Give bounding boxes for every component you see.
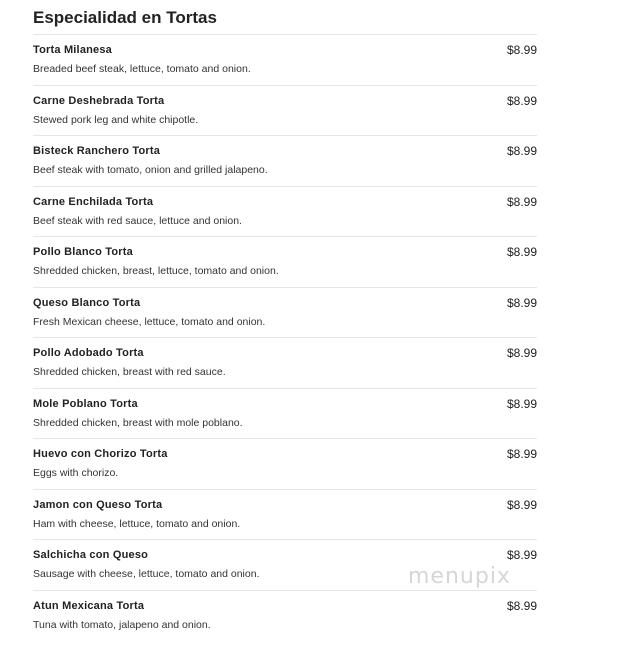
item-description: Shredded chicken, breast with red sauce. bbox=[33, 366, 226, 378]
item-description: Tuna with tomato, jalapeno and onion. bbox=[33, 618, 211, 631]
item-price: $8.99 bbox=[506, 548, 537, 562]
item-price: $8.99 bbox=[506, 346, 537, 360]
item-price: $8.99 bbox=[506, 93, 537, 108]
item-price: $8.99 bbox=[506, 245, 537, 259]
menu-item bbox=[33, 136, 537, 187]
menu-item bbox=[33, 35, 537, 86]
item-price: $8.99 bbox=[506, 194, 537, 209]
item-name: Carne Enchilada Torta bbox=[33, 195, 154, 208]
item-price: $8.99 bbox=[506, 144, 537, 158]
section-title: Especialidad en Tortas bbox=[33, 8, 217, 27]
item-price: $8.99 bbox=[506, 598, 537, 613]
menupix-watermark: menupix bbox=[408, 564, 511, 589]
item-description: Eggs with chorizo. bbox=[33, 467, 119, 479]
menu-item bbox=[33, 187, 537, 238]
item-name: Torta Milanesa bbox=[33, 44, 113, 56]
item-description: Beef steak with red sauce, lettuce and onion. bbox=[33, 214, 242, 227]
item-name: Pollo Adobado Torta bbox=[33, 347, 144, 359]
item-name: Salchicha con Queso bbox=[33, 549, 149, 561]
item-price: $8.99 bbox=[506, 497, 537, 512]
menu-item bbox=[33, 439, 537, 490]
item-description: Ham with cheese, lettuce, tomato and onion. bbox=[33, 517, 241, 530]
item-name: Carne Deshebrada Torta bbox=[33, 94, 165, 107]
menu-item bbox=[33, 237, 537, 288]
item-description: Breaded beef steak, lettuce, tomato and onion. bbox=[33, 63, 251, 75]
item-name: Bisteck Ranchero Torta bbox=[33, 145, 161, 157]
item-description: Fresh Mexican cheese, lettuce, tomato and onion. bbox=[33, 315, 266, 328]
item-description: Shredded chicken, breast with mole poblano. bbox=[33, 416, 243, 429]
item-description: Shredded chicken, breast, lettuce, tomato and onion. bbox=[33, 265, 279, 277]
item-description: Beef steak with tomato, onion and grilled jalapeno. bbox=[33, 164, 268, 176]
item-name: Jamon con Queso Torta bbox=[33, 498, 163, 511]
item-name: Atun Mexicana Torta bbox=[33, 599, 145, 612]
item-description: Sausage with cheese, lettuce, tomato and onion. bbox=[33, 568, 260, 580]
menu-item bbox=[33, 338, 537, 389]
menu-item bbox=[33, 591, 537, 642]
menu-item-list bbox=[33, 34, 537, 641]
item-price: $8.99 bbox=[506, 447, 537, 461]
item-name: Pollo Blanco Torta bbox=[33, 246, 133, 258]
item-name: Huevo con Chorizo Torta bbox=[33, 448, 168, 460]
menu-item bbox=[33, 389, 537, 440]
item-name: Queso Blanco Torta bbox=[33, 296, 141, 309]
item-price: $8.99 bbox=[506, 295, 537, 310]
item-price: $8.99 bbox=[506, 396, 537, 411]
item-description: Stewed pork leg and white chipotle. bbox=[33, 113, 199, 126]
menu-item bbox=[33, 86, 537, 137]
item-price: $8.99 bbox=[506, 43, 537, 57]
menu-section bbox=[33, 0, 537, 641]
item-name: Mole Poblano Torta bbox=[33, 397, 138, 410]
menu-item bbox=[33, 490, 537, 541]
menu-item bbox=[33, 288, 537, 339]
